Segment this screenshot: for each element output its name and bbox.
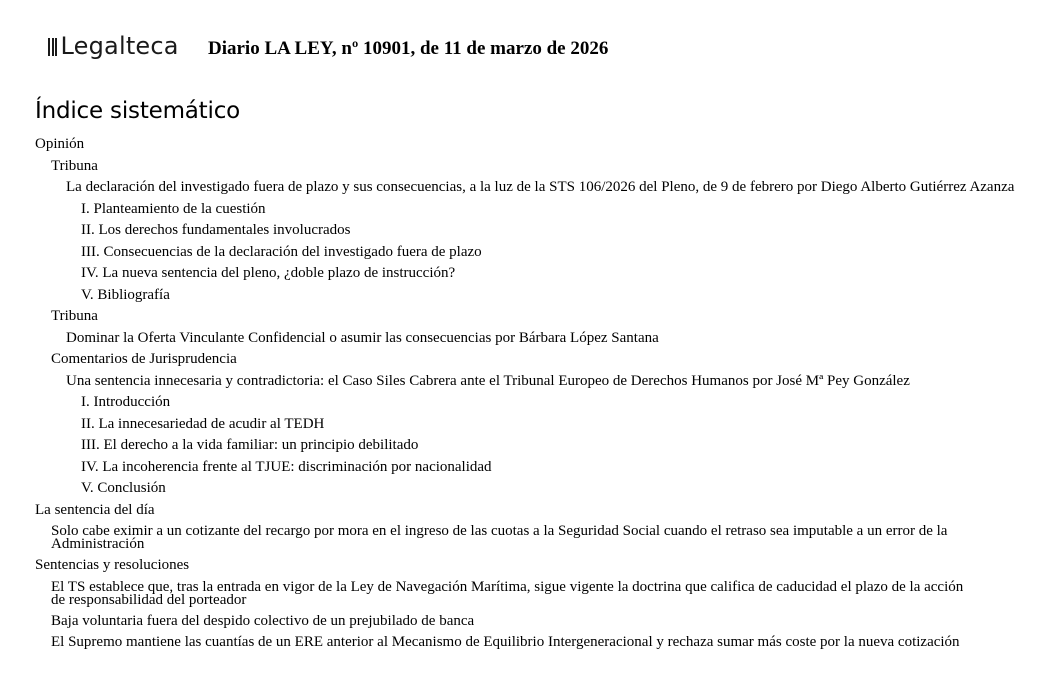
- toc-entry-link[interactable]: IV. La incoherencia frente al TJUE: discriminación por nacionalidad: [81, 458, 492, 475]
- toc-section-heading: Tribuna: [51, 157, 98, 174]
- toc-entry-link[interactable]: Baja voluntaria fuera del despido colectivo de un prejubilado de banca: [51, 612, 475, 629]
- toc-entry-link[interactable]: III. El derecho a la vida familiar: un principio debilitado: [81, 437, 419, 453]
- toc-section-heading: Sentencias y resoluciones: [35, 557, 190, 573]
- toc-entry-link[interactable]: IV. La nueva sentencia del pleno, ¿doble plazo de instrucción?: [81, 265, 456, 281]
- toc-entry-link[interactable]: II. Los derechos fundamentales involucrados: [81, 222, 351, 238]
- table-of-contents: [0, 134, 1062, 654]
- issue-title: Diario LA LEY, nº 10901, de 11 de marzo de 2026: [208, 38, 609, 59]
- toc-entry-link[interactable]: El Supremo mantiene las cuantías de un ERE anterior al Mecanismo de Equilibrio Intergeneracional y rechaza sumar más coste por la nueva cotización: [51, 634, 960, 650]
- page-title: Índice sistemático: [35, 98, 241, 124]
- legalteca-logo[interactable]: [48, 32, 179, 61]
- toc-section-heading: Comentarios de Jurisprudencia: [51, 351, 237, 367]
- toc-entry-link[interactable]: Solo cabe eximir a un cotizante del recargo por mora en el ingreso de las cuotas a la Seguridad Social cuando el retraso sea imputable a un error de la Administración: [51, 523, 948, 552]
- toc-entry-link[interactable]: III. Consecuencias de la declaración del investigado fuera de plazo: [81, 243, 482, 260]
- toc-entry-link[interactable]: II. La innecesariedad de acudir al TEDH: [81, 415, 325, 432]
- logo-bars-icon: [48, 33, 59, 61]
- toc-section-heading: Tribuna: [51, 308, 98, 324]
- toc-entry-link[interactable]: V. Conclusión: [81, 480, 166, 496]
- toc-entry-link[interactable]: La declaración del investigado fuera de plazo y sus consecuencias, a la luz de la STS 106/2026 del Pleno, de 9 de febrero por Diego Alberto Gutiérrez Azanza: [66, 179, 1015, 195]
- toc-entry-link[interactable]: I. Introducción: [81, 394, 171, 410]
- toc-entry-link[interactable]: I. Planteamiento de la cuestión: [81, 200, 266, 217]
- toc-section-heading: La sentencia del día: [35, 501, 155, 518]
- toc-entry-link[interactable]: El TS establece que, tras la entrada en vigor de la Ley de Navegación Marítima, sigue vigente la doctrina que califica de caducidad el plazo de la acción de responsabilidad del porteador: [51, 578, 964, 608]
- toc-entry-link[interactable]: V. Bibliografía: [81, 286, 170, 303]
- toc-entry-link[interactable]: Una sentencia innecesaria y contradictoria: el Caso Siles Cabrera ante el Tribunal Europeo de Derechos Humanos por José Mª Pey González: [66, 372, 910, 389]
- logo-text: Legalteca: [60, 32, 179, 60]
- toc-section-heading: Opinión: [35, 136, 85, 152]
- toc-entry-link[interactable]: Dominar la Oferta Vinculante Confidencial o asumir las consecuencias por Bárbara López Santana: [66, 329, 659, 346]
